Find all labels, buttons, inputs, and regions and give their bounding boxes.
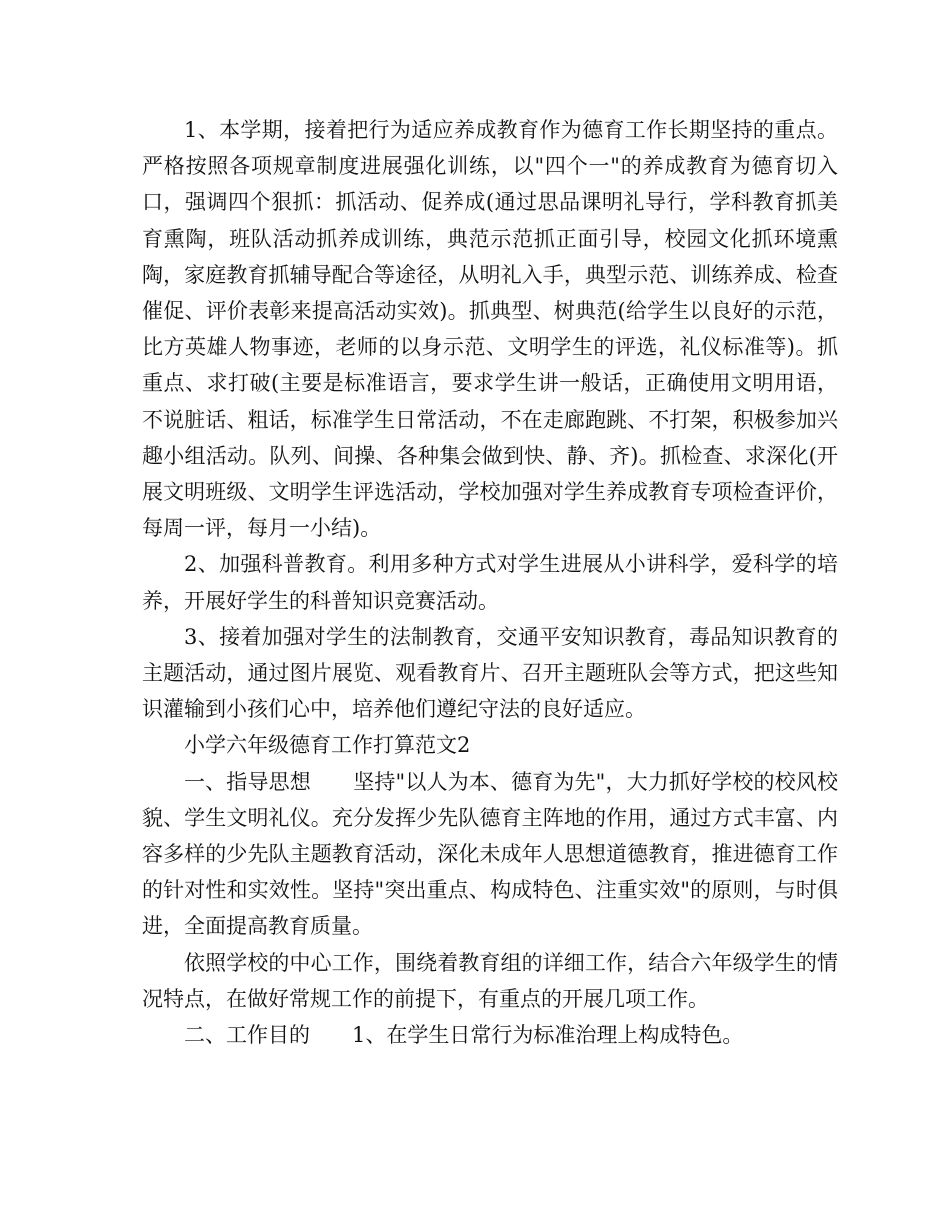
section-heading: 小学六年级德育工作打算范文2 — [184, 733, 471, 758]
document-body — [142, 112, 838, 1053]
paragraph-guiding-ideology: 一、指导思想 坚持"以人为本、德育为先"，大力抓好学校的校风校貌、学生文明礼仪。充分发挥少先队德育主阵地的作用，通过方式丰富、内容多样的少先队主题教育活动，深化未成年人思想道德教育，推进德育工作的针对性和实效性。坚持"突出重点、构成特色、注重实效"的原则，与时俱进，全面提高教育质量。 — [142, 769, 838, 939]
paragraph-legal-education: 3、接着加强对学生的法制教育，交通平安知识教育，毒品知识教育的主题活动，通过图片展览、观看教育片、召开主题班队会等方式，把这些知识灌输到小孩们心中，培养他们遵纪守法的良好适应。 — [142, 624, 838, 722]
paragraph-habit-education: 1、本学期，接着把行为适应养成教育作为德育工作长期坚持的重点。严格按照各项规章制度进展强化训练，以"四个一"的养成教育为德育切入口，强调四个狠抓：抓活动、促养成(通过思品课明礼导行，学科教育抓美育熏陶，班队活动抓养成训练，典范示范抓正面引导，校园文化抓环境熏陶，家庭教育抓辅导配合等途径，从明礼入手，典型示范、训练养成、检查催促、评价表彰来提高活动实效)。抓典型、树典范(给学生以良好的示范，比方英雄人物事迹，老师的以身示范、文明学生的评选，礼仪标准等)。抓重点、求打破(主要是标准语言，要求学生讲一般话，正确使用文明用语，不说脏话、粗话，标准学生日常活动，不在走廊跑跳、不打架，积极参加兴趣小组活动。队列、间操、各种集会做到快、静、齐)。抓检查、求深化(开展文明班级、文明学生评选活动，学校加强对学生养成教育专项检查评价，每周一评，每月一小结)。 — [142, 118, 838, 541]
paragraph-work-goals: 二、工作目的 1、在学生日常行为标准治理上构成特色。 — [184, 1023, 744, 1048]
paragraph-science-education: 2、加强科普教育。利用多种方式对学生进展从小讲科学，爱科学的培养，开展好学生的科普知识竞赛活动。 — [142, 552, 838, 613]
paragraph-school-work: 依照学校的中心工作，围绕着教育组的详细工作，结合六年级学生的情况特点，在做好常规工作的前提下，有重点的开展几项工作。 — [142, 950, 838, 1011]
